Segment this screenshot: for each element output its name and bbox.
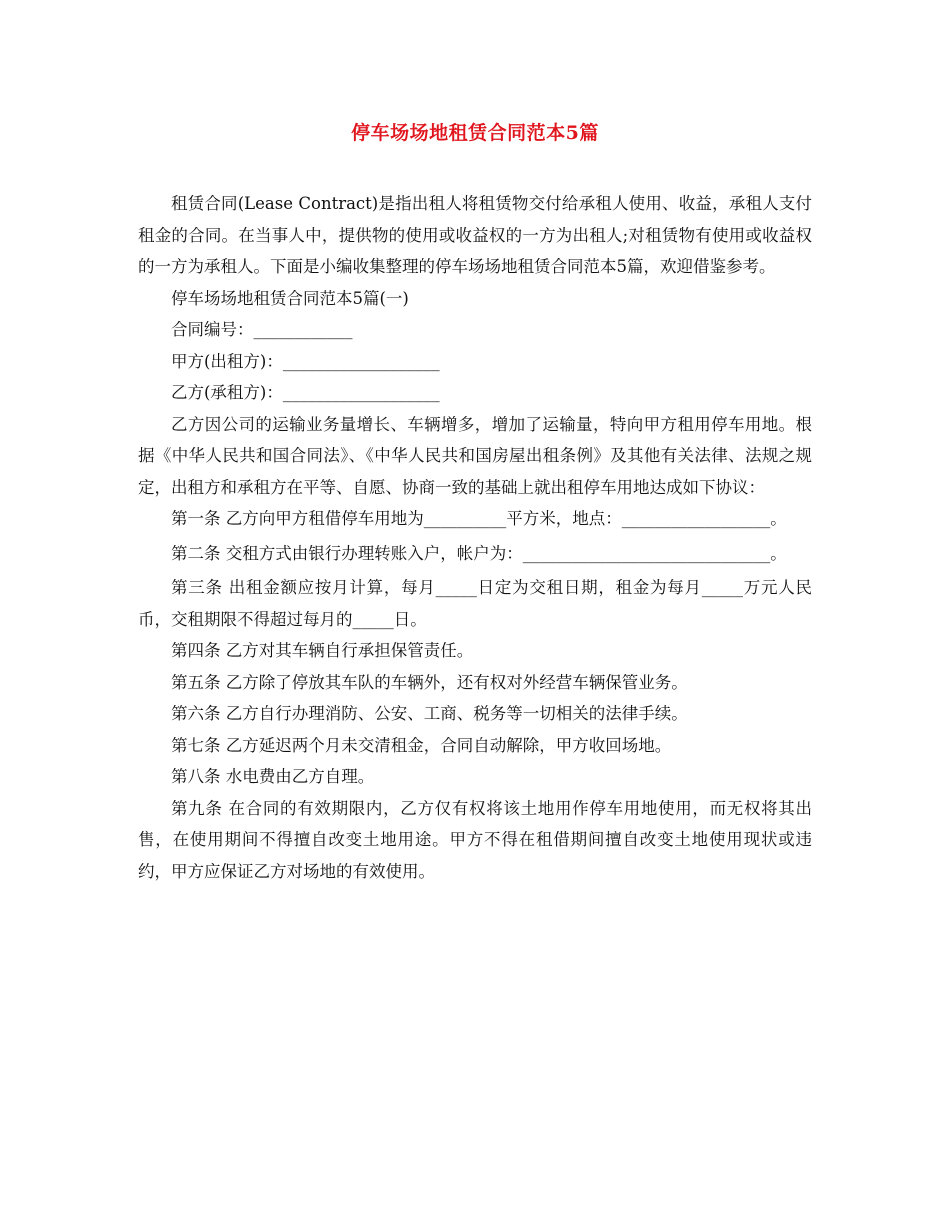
article-8: 第八条 水电费由乙方自理。 (171, 767, 375, 786)
article-6: 第六条 乙方自行办理消防、公安、工商、税务等一切相关的法律手续。 (171, 704, 688, 723)
article-2: 第二条 交租方式由银行办理转账入户，帐户为：______________________________。 (171, 543, 787, 563)
document-body (138, 188, 812, 887)
article-7: 第七条 乙方延迟两个月未交清租金，合同自动解除，甲方收回场地。 (171, 735, 672, 755)
section-heading: 停车场场地租赁合同范本5篇(一) (171, 288, 409, 308)
party-b-line: 乙方(承租方)：___________________ (171, 383, 440, 402)
article-4: 第四条 乙方对其车辆自行承担保管责任。 (171, 641, 474, 660)
preamble-paragraph: 乙方因公司的运输业务量增长、车辆增多，增加了运输量，特向甲方租用停车用地。根据《中华人民共和国合同法》、《中华人民共和国房屋出租条例》及其他有关法律、法规之规定，出租方和承租方在平等、自愿、协商一致的基础上就出租停车用地达成如下协议： (138, 414, 812, 497)
article-1: 第一条 乙方向甲方租借停车用地为__________平方米，地点：__________________。 (171, 509, 787, 528)
article-5: 第五条 乙方除了停放其车队的车辆外，还有权对外经营车辆保管业务。 (171, 672, 688, 692)
article-9: 第九条 在合同的有效期限内，乙方仅有权将该土地用作停车用地使用，而无权将其出售，在使用期间不得擅自改变土地用途。甲方不得在租借期间擅自改变土地使用现状或违约，甲方应保证乙方对场地的有效使用。 (138, 798, 812, 881)
article-3: 第三条 出租金额应按月计算，每月_____日定为交租日期，租金为每月_____万元人民币，交租期限不得超过每月的_____日。 (138, 578, 812, 629)
intro-paragraph: 租赁合同(Lease Contract)是指出租人将租赁物交付给承租人使用、收益，承租人支付租金的合同。在当事人中，提供物的使用或收益权的一方为出租人;对租赁物有使用或收益权的一方为承租人。下面是小编收集整理的停车场场地租赁合同范本5篇，欢迎借鉴参考。 (138, 194, 812, 276)
document-title: 停车场场地租赁合同范本5篇 (351, 122, 599, 144)
contract-number-line: 合同编号：____________ (171, 320, 353, 339)
party-a-line: 甲方(出租方)：___________________ (171, 351, 440, 371)
